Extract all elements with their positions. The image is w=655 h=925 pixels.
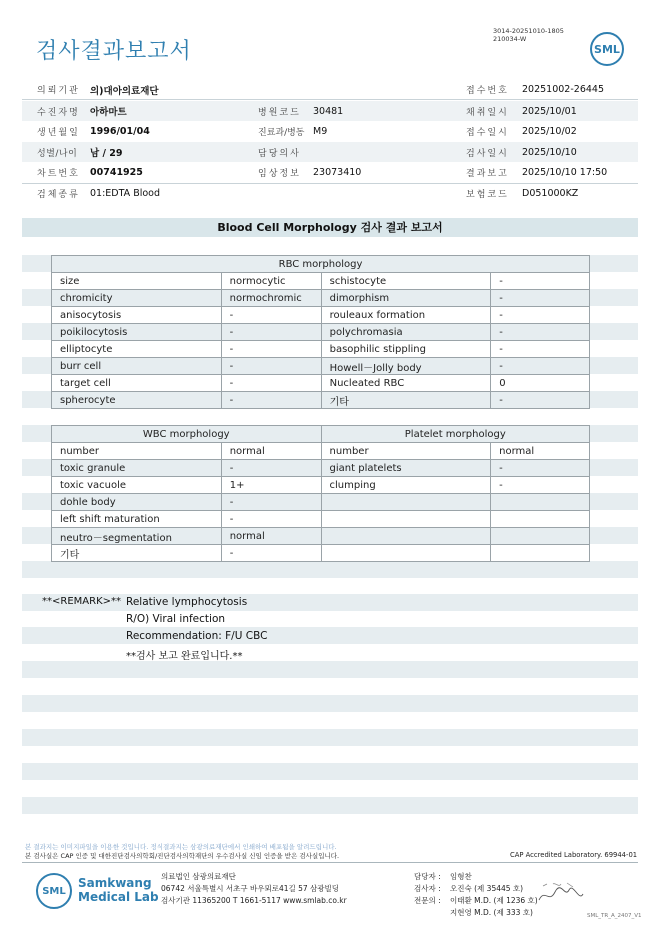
cell: Howell－Jolly body [321,358,491,375]
info-row-4 [22,142,638,162]
cell: - [491,341,590,358]
label-sex-age: 성별/나이 [37,148,78,159]
stripe [22,797,638,814]
cell: dimorphism [321,290,491,307]
cell: polychromasia [321,324,491,341]
table-row [52,273,590,290]
cell: - [221,307,321,324]
logo-line-1: Samkwang [78,876,152,890]
label-collection-date: 채취일시 [466,107,509,118]
value-sex-age: 남 / 29 [90,148,123,159]
signer-label-specialist: 전문의 : [414,896,441,905]
address-line-2: 06742 서울특별시 서초구 바우뫼로41길 57 삼광빌딩 [161,884,340,893]
cell: dohle body [52,494,222,511]
label-attending-doctor: 담당의사 [258,148,301,159]
label-chart-number: 차트번호 [37,168,80,179]
cell: normochromic [221,290,321,307]
cell: clumping [321,477,491,494]
value-department: M9 [313,125,328,137]
document-id [493,27,564,43]
value-receipt-date: 2025/10/02 [522,125,577,137]
cell: size [52,273,222,290]
cell: number [321,443,491,460]
cell: chromicity [52,290,222,307]
cap-accreditation: CAP Accredited Laboratory. 69944-01 [510,851,638,859]
cell: - [221,494,321,511]
value-patient-name: 아하마트 [90,107,127,118]
document-id-line2: 210034-W [493,35,527,43]
cell: - [491,392,590,409]
cell: - [491,477,590,494]
remark-line-4: **검사 보고 완료입니다.** [126,651,243,662]
cell [491,511,590,528]
cell: 기타 [52,545,222,562]
signer-label-manager: 담당자 : [414,872,441,881]
cell: - [221,511,321,528]
table-row [52,324,590,341]
label-clinical-info: 임상정보 [258,168,301,179]
table-row [52,545,590,562]
table-row [52,358,590,375]
label-patient-name: 수진자명 [37,107,80,118]
cell: number [52,443,222,460]
sml-footer-logo: SML [36,873,72,909]
cell: schistocyte [321,273,491,290]
lab-address [161,871,347,907]
cell: - [491,307,590,324]
cell: poikilocytosis [52,324,222,341]
label-receipt-date: 접수일시 [466,127,509,138]
address-line-3: 검사기관 11365200 T 1661-5117 www.smlab.co.kr [161,896,347,905]
wbc-table-header: WBC morphology [52,426,322,443]
signer-tester: 오진숙 (제 35445 호) [450,884,524,893]
value-chart-number: 00741925 [90,166,143,178]
cell: spherocyte [52,392,222,409]
stripe [22,763,638,780]
info-row-5 [22,162,638,182]
label-test-date: 검사일시 [466,148,509,159]
cell: Nucleated RBC [321,375,491,392]
image-notice: 본 결과지는 이미지파일을 이용한 것입니다. 정식결과지는 삼광의료재단에서 인쇄하여 배포됨을 알려드립니다. [25,843,337,851]
value-insurance-code: D051000KZ [522,188,579,199]
cell: normal [221,443,321,460]
stripe [22,561,638,578]
cell: toxic vacuole [52,477,222,494]
table-row [52,494,590,511]
table-row [52,511,590,528]
cell: left shift maturation [52,511,222,528]
cell: - [491,358,590,375]
samkwang-logo-text [78,876,159,904]
value-requesting-org: 의)대아의료재단 [90,85,159,97]
document-id-line1: 3014-20251010-1805 [493,27,564,35]
cell: - [221,375,321,392]
handwritten-signature [535,878,585,908]
value-specimen-type: 01:EDTA Blood [90,188,161,199]
label-insurance-code: 보험코드 [466,190,509,200]
value-receipt-number: 20251002-26445 [522,84,605,95]
signer-specialist-1: 이태환 M.D. (제 1236 호) [450,896,538,905]
rbc-table-header: RBC morphology [52,256,590,273]
table-row [52,341,590,358]
remark-line-2: R/O) Viral infection [126,613,226,625]
wbc-platelet-morphology-table [51,425,590,562]
cell [491,528,590,545]
info-row-3 [22,121,638,141]
cell [321,494,491,511]
value-hospital-code: 30481 [313,105,344,117]
cell: anisocytosis [52,307,222,324]
table-row [52,392,590,409]
cell: normal [221,528,321,545]
cell: toxic granule [52,460,222,477]
cell: burr cell [52,358,222,375]
cell: - [221,460,321,477]
info-row-1 [22,80,638,100]
sml-logo: SML [590,32,624,66]
cell: - [491,324,590,341]
table-row [52,528,590,545]
cell: - [221,545,321,562]
cell: - [491,460,590,477]
cell: - [491,290,590,307]
cell: neutro－segmentation [52,528,222,545]
value-birth-date: 1996/01/04 [90,125,150,137]
cell: target cell [52,375,222,392]
cell [321,545,491,562]
cell: rouleaux formation [321,307,491,324]
cell [491,545,590,562]
cell [321,528,491,545]
cell [491,494,590,511]
label-hospital-code: 병원코드 [258,107,301,118]
stripe [22,661,638,678]
table-row [52,460,590,477]
table-row [52,290,590,307]
signer-manager: 임형찬 [450,872,472,881]
value-collection-date: 2025/10/01 [522,105,577,117]
remark-label: **<REMARK>** [42,596,121,607]
table-row [52,477,590,494]
cell: - [491,273,590,290]
cell: elliptocyte [52,341,222,358]
value-test-date: 2025/10/10 [522,146,577,158]
report-title: 검사결과보고서 [36,39,192,64]
label-department: 진료과/병동 [258,127,305,138]
logo-line-2: Medical Lab [78,890,159,904]
label-birth-date: 생년월일 [37,127,80,138]
stripe [22,627,638,644]
cell: - [221,392,321,409]
cell: 1+ [221,477,321,494]
signer-specialist-2: 지현영 M.D. (제 333 호) [450,908,533,917]
remark-line-3: Recommendation: F/U CBC [126,630,268,642]
label-receipt-number: 접수번호 [466,86,509,96]
cell: basophilic stippling [321,341,491,358]
stripe [22,729,638,746]
cell [321,511,491,528]
cell: 0 [491,375,590,392]
accreditation-notice: 본 검사실은 CAP 인증 및 대한진단검사의학회/진단검사의학재단의 우수검사실 신임 인증을 받은 검사실입니다. [25,852,340,860]
cell: giant platelets [321,460,491,477]
table-row [52,443,590,460]
cell: normocytic [221,273,321,290]
cell: 기타 [321,392,491,409]
remark-line-1: Relative lymphocytosis [126,596,248,608]
stripe [22,695,638,712]
footer-divider [22,862,638,863]
label-requesting-org: 의뢰기관 [37,86,80,96]
table-row [52,375,590,392]
cell: - [221,341,321,358]
cell: - [221,358,321,375]
signers-block [414,871,538,919]
cell: normal [491,443,590,460]
label-specimen-type: 검체종류 [37,190,80,200]
form-code: SML_TR_A_2407_V1 [587,913,642,919]
value-clinical-info: 23073410 [313,166,362,178]
address-line-1: 의료법인 삼광의료재단 [161,872,236,881]
value-result-report: 2025/10/10 17:50 [522,166,608,178]
info-row-2 [22,101,638,121]
signer-label-tester: 검사자 : [414,884,441,893]
platelet-table-header: Platelet morphology [321,426,589,443]
label-result-report: 결과보고 [466,168,509,179]
table-row [52,307,590,324]
info-row-6 [22,183,638,203]
rbc-morphology-table [51,255,590,409]
section-title: Blood Cell Morphology 검사 결과 보고서 [22,218,638,237]
cell: - [221,324,321,341]
